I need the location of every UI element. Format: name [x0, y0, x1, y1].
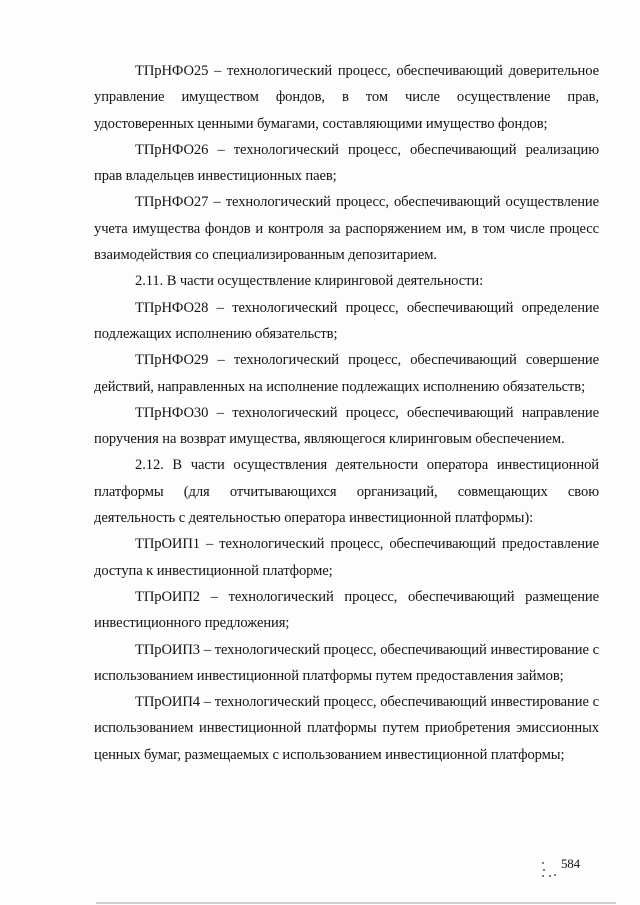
paragraph-tprnfo30: ТПрНФО30 – технологический процесс, обеспечивающий направление поручения на возврат имущества, являющегося клиринговым обеспечением.	[94, 404, 599, 448]
paragraph-tproip3: ТПрОИП3 – технологический процесс, обеспечивающий инвестирование с использованием инвестиционной платформы путем предоставления займов;	[94, 641, 599, 684]
paragraph-tprnfo27: ТПрНФО27 – технологический процесс, обеспечивающий осуществление учета имущества фондов и контроля за распоряжением им, в том числе процесс взаимодействия со специализированным депозитарием.	[94, 194, 599, 264]
scan-artifact	[542, 860, 556, 880]
paragraph-tprnfo25: ТПрНФО25 – технологический процесс, обеспечивающий доверительное управление имуществом фондов, в том числе осуществление прав, удостоверенных ценными бумагами, составляющими имущество фондов;	[94, 63, 599, 132]
section-heading-2-12: 2.12. В части осуществления деятельности оператора инвестиционной платформы (для отчитывающихся организаций, совмещающих свою деятельность с деятельностью оператора инвестиционной платформы):	[94, 457, 599, 527]
paragraph-tproip4: ТПрОИП4 – технологический процесс, обеспечивающий инвестирование с использованием инвестиционной платформы путем приобретения эмиссионных ценных бумаг, размещаемых с использованием инвестиционной платформы;	[94, 694, 599, 763]
page-number: 584	[561, 856, 580, 871]
paragraph-tproip1: ТПрОИП1 – технологический процесс, обеспечивающий предоставление доступа к инвестиционной платформе;	[94, 536, 599, 579]
paragraph-tprnfo26: ТПрНФО26 – технологический процесс, обеспечивающий реализацию прав владельцев инвестиционных паев;	[94, 141, 599, 185]
document-body	[94, 58, 599, 768]
paragraph-tproip2: ТПрОИП2 – технологический процесс, обеспечивающий размещение инвестиционного предложения;	[94, 588, 599, 632]
paragraph-tprnfo28: ТПрНФО28 – технологический процесс, обеспечивающий определение подлежащих исполнению обязательств;	[94, 299, 599, 342]
paragraph-tprnfo29: ТПрНФО29 – технологический процесс, обеспечивающий совершение действий, направленных на исполнение подлежащих исполнению обязательств;	[94, 352, 599, 395]
section-heading-2-11: 2.11. В части осуществление клиринговой деятельности:	[135, 273, 484, 290]
scan-bottom-edge	[96, 902, 616, 904]
